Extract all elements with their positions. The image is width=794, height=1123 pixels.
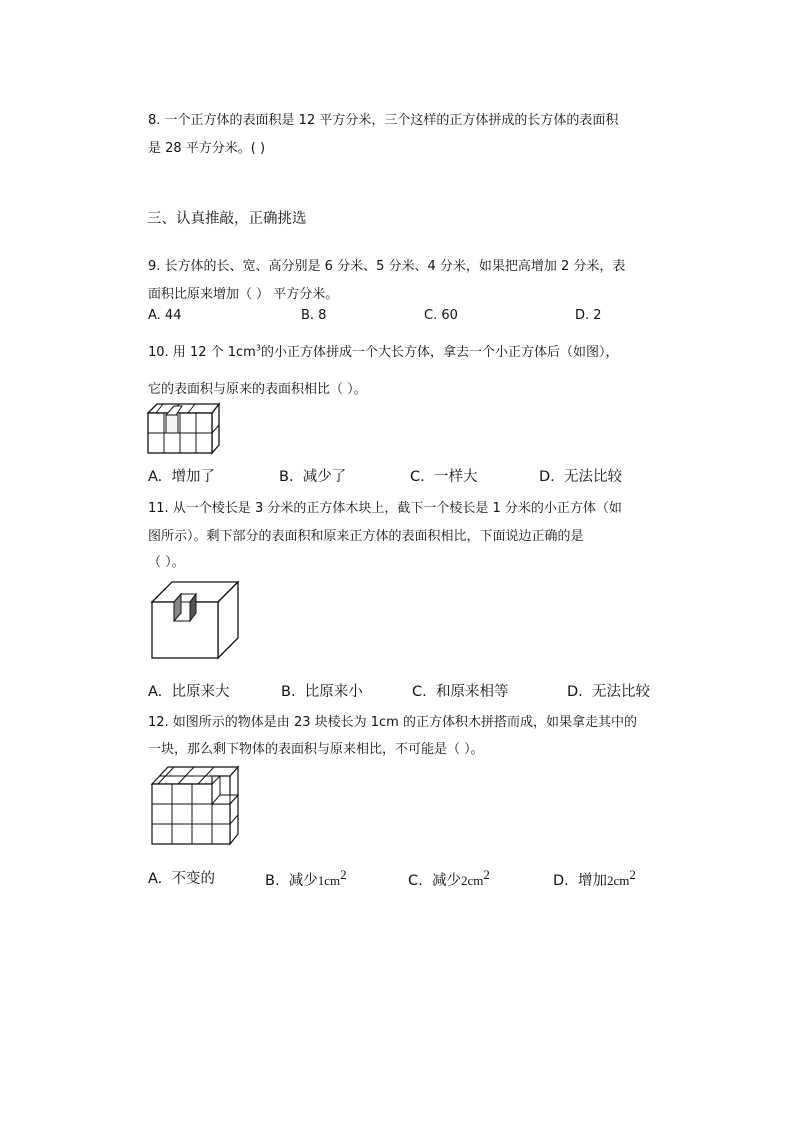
q9-line2: 面积比原来增加（ ） 平方分米。 (148, 287, 339, 302)
q10-option-c[interactable]: C. 一样大 (410, 469, 478, 485)
q11-line1: 11. 从一个棱长是 3 分米的正方体木块上，截下一个棱长是 1 分米的小正方体（如 (148, 501, 622, 516)
q10-line2: 它的表面积与原来的表面积相比（ ）。 (148, 382, 367, 397)
q10-option-b[interactable]: B. 减少了 (279, 469, 347, 485)
q12-cube-figure (150, 764, 242, 848)
q10-line1-post: 的小正方体拼成一个大长方体，拿去一个小正方体后（如图）， (260, 345, 619, 360)
q12-option-d-value: 2cm (607, 872, 630, 888)
q12-option-c[interactable]: C. 减少$2cm^2$ (408, 867, 490, 889)
q10-line1-pre: 10. 用 12 个 1 (148, 345, 237, 360)
q10-unit-sup: 3 (255, 343, 261, 353)
q8-line2: 是 28 平方分米。( ) (148, 141, 266, 156)
q12-option-a[interactable]: A. 不变的 (148, 871, 215, 887)
q12-option-b-value: 1cm (317, 872, 341, 888)
q8-line1: 8. 一个正方体的表面积是 12 平方分米，三个这样的正方体拼成的长方体的表面积 (148, 113, 619, 128)
q9-option-c[interactable]: C. 60 (424, 308, 458, 323)
q9-option-a[interactable]: A. 44 (148, 308, 182, 323)
q11-option-c[interactable]: C. 和原来相等 (412, 684, 509, 700)
q10-option-a[interactable]: A. 增加了 (148, 469, 215, 485)
q11-line3: （ ）。 (148, 555, 185, 570)
q12-line1: 12. 如图所示的物体是由 23 块棱长为 1cm 的正方体积木拼搭而成，如果拿走其中的 (148, 715, 637, 730)
q10-cube-figure (146, 401, 222, 455)
q11-line2: 图所示）。剩下部分的表面积和原来正方体的表面积相比，下面说边正确的是 (148, 529, 584, 544)
q11-option-b[interactable]: B. 比原来小 (281, 684, 363, 700)
q10-line1 (148, 341, 618, 360)
q10-unit: cm (236, 345, 256, 360)
q12-option-b[interactable]: B. 减少$1cm^2$ (265, 867, 347, 889)
q12-line2: 一块，那么剩下物体的表面积与原来相比，不可能是（ ）。 (148, 742, 484, 757)
q9-option-d[interactable]: D. 2 (575, 308, 602, 323)
q12-option-d[interactable]: D. 增加$2cm^2$ (553, 867, 636, 889)
q11-option-d[interactable]: D. 无法比较 (567, 684, 650, 700)
section-title: 三、认真推敲，正确挑选 (147, 211, 307, 227)
q9-line1: 9. 长方体的长、宽、高分别是 6 分米、5 分米、4 分米，如果把高增加 2 分米，表 (148, 259, 626, 274)
q9-option-b[interactable]: B. 8 (301, 308, 327, 323)
q11-option-a[interactable]: A. 比原来大 (148, 684, 230, 700)
q12-option-c-value: 2cm (460, 872, 484, 888)
q10-option-d[interactable]: D. 无法比较 (539, 469, 622, 485)
q11-cube-figure (150, 580, 242, 662)
